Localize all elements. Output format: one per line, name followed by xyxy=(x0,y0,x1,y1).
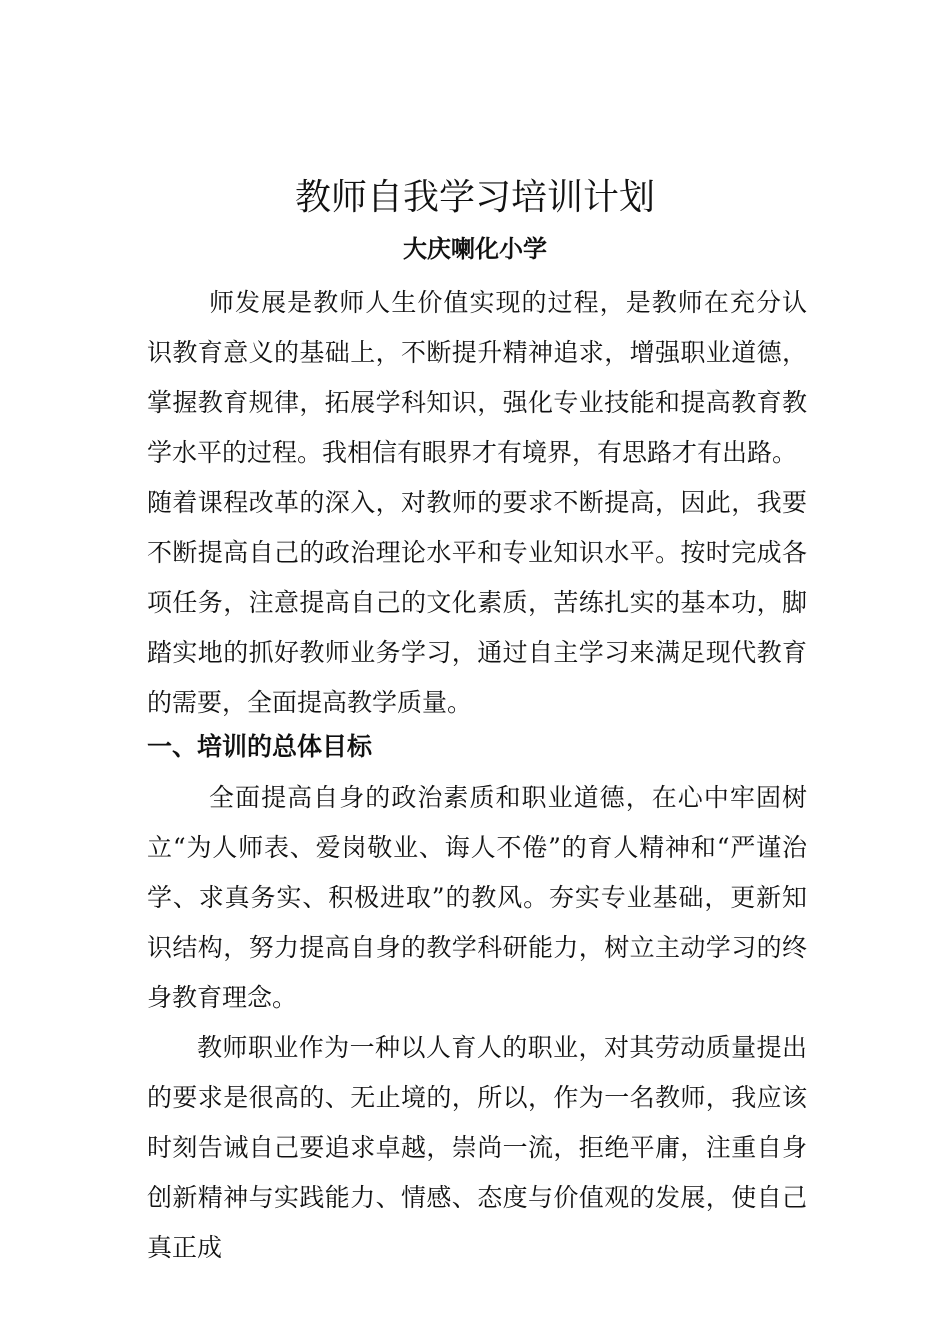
paragraph-3: 全面提高自身的政治素质和职业道德，在心中牢固树立“为人师表、爱岗敬业、诲人不倦”的育人精神和“严谨治学、求真务实、积极进取”的教风。夯实专业基础，更新知识结构，努力提高自身的教学科研能力，树立主动学习的终身教育理念。 xyxy=(147,783,807,1012)
document-title: 教师自我学习培训计划 xyxy=(294,177,655,218)
paragraph-2: 随着课程改革的深入，对教师的要求不断提高，因此，我要不断提高自己的政治理论水平和专业知识水平。按时完成各项任务，注意提高自己的文化素质，苦练扎实的基本功，脚踏实地的抓好教师业务学习，通过自主学习来满足现代教育的需要，全面提高教学质量。 xyxy=(147,488,807,717)
paragraph-1: 师发展是教师人生价值实现的过程，是教师在充分认识教育意义的基础上，不断提升精神追求，增强职业道德，掌握教育规律，拓展学科知识，强化专业技能和提高教育教学水平的过程。我相信有眼界才有境界，有思路才有出路。 xyxy=(147,288,807,467)
section-heading-1: 一、培训的总体目标 xyxy=(147,732,373,761)
paragraph-4: 教师职业作为一种以人育人的职业，对其劳动质量提出的要求是很高的、无止境的，所以，作为一名教师，我应该时刻告诫自己要追求卓越，崇尚一流，拒绝平庸，注重自身创新精神与实践能力、情感、态度与价值观的发展，使自己真正成 xyxy=(147,1033,807,1262)
document-subtitle: 大庆喇化小学 xyxy=(403,235,547,263)
